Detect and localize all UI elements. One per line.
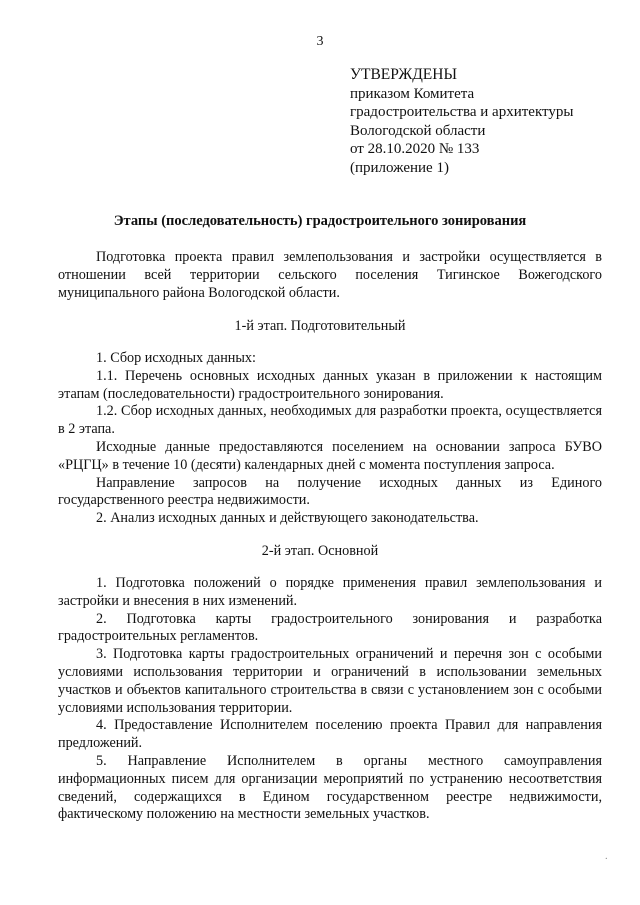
stage-1-paragraph: Исходные данные предоставляются поселением на основании запроса БУВО «РЦГЦ» в течение 10 (десяти) календарных дней с момента поступления запроса. (58, 438, 602, 473)
stage-2-paragraph: 4. Предоставление Исполнителем поселению проекта Правил для направления предложений. (58, 717, 602, 752)
approval-stamp (350, 66, 573, 177)
intro-section (58, 249, 602, 302)
stage-1-paragraph: 1. Сбор исходных данных: (96, 350, 256, 366)
stage-2-heading: 2-й этап. Основной (261, 543, 379, 559)
approval-line: (приложение 1) (350, 159, 449, 176)
stage-1-paragraph: 1.1. Перечень основных исходных данных указан в приложении к настоящим этапам (последовательности) градостроительного зонирования. (58, 367, 602, 402)
approval-heading: УТВЕРЖДЕНЫ (350, 66, 457, 83)
page-number: 3 (316, 34, 324, 49)
intro-paragraph: Подготовка проекта правил землепользования и застройки осуществляется в отношении всей территории сельского поселения Тигинское Вожегодского муниципального района Вологодской области. (58, 249, 602, 301)
stage-2-paragraph: 1. Подготовка положений о порядке применения правил землепользования и застройки и внесения в них изменений. (58, 575, 602, 609)
approval-line: градостроительства и архитектуры (350, 104, 574, 120)
stage-1-paragraph: Направление запросов на получение исходных данных из Единого государственного реестра недвижимости. (58, 474, 602, 509)
stage-2-paragraph: 5. Направление Исполнителем в органы местного самоуправления информационных писем для организации мероприятий по устранению несоответствия сведений, содержащихся в Едином государственном реестре недвижимости, фактическому положению на местности земельных участков. (58, 752, 602, 823)
stage-2-paragraph: 2. Подготовка карты градостроительного зонирования и разработка градостроительных регламентов. (58, 610, 602, 645)
stage-1-paragraph: 1.2. Сбор исходных данных, необходимых для разработки проекта, осуществляется в 2 этапа. (58, 403, 602, 438)
scan-mark: · (604, 854, 608, 865)
approval-line: Вологодской области (350, 122, 486, 139)
approval-line: приказом Комитета (350, 85, 475, 102)
approval-line: от 28.10.2020 № 133 (350, 141, 480, 157)
stage-2-section (58, 575, 602, 824)
stage-1-heading: 1-й этап. Подготовительный (234, 318, 406, 334)
stage-2-paragraph: 3. Подготовка карты градостроительных ограничений и перечня зон с особыми условиями использования территории и ограничений в использовании земельных участков и объектов капитального строительства в связи с установлением зон с особыми условиями использования территории. (58, 646, 602, 716)
stage-1-section (58, 350, 602, 528)
stage-1-paragraph: 2. Анализ исходных данных и действующего законодательства. (96, 510, 479, 527)
document-title: Этапы (последовательность) градостроительного зонирования (113, 213, 527, 229)
